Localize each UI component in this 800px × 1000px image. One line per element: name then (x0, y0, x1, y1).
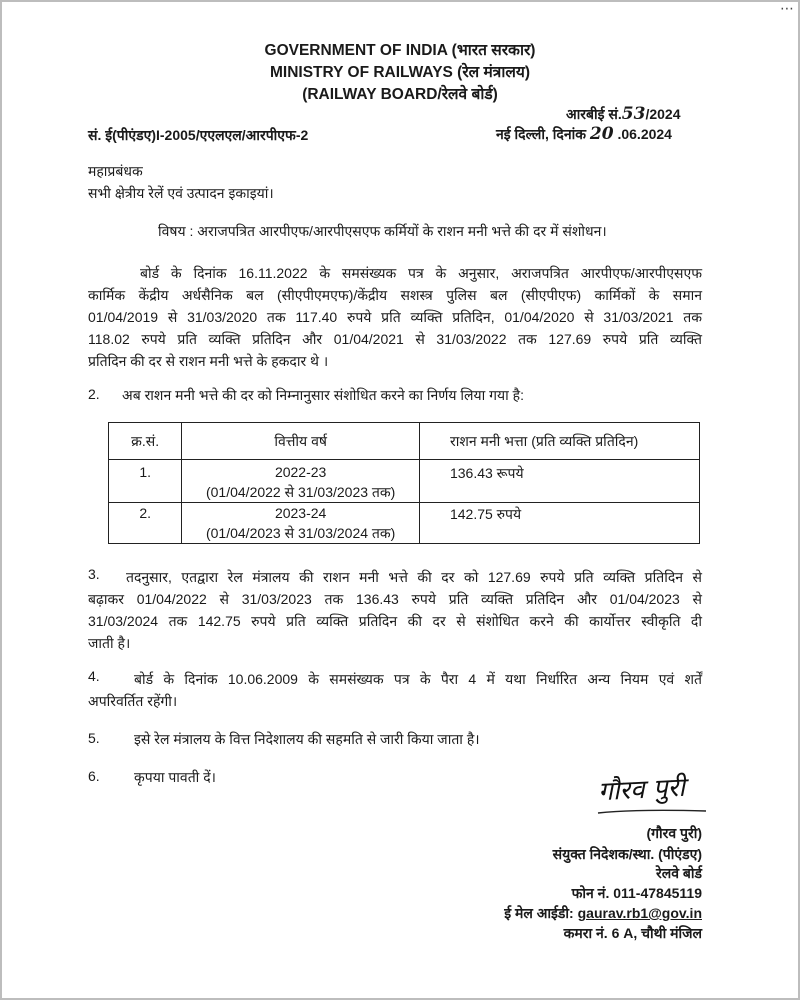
ration-money-table (108, 422, 700, 544)
place-date-prefix: नई दिल्ली, दिनांक (496, 126, 587, 142)
para1-line: 118.02 रुपये प्रति व्यक्ति प्रतिदिन और 01/04/2021 से 31/03/2022 तक 127.69 रुपये प्रति व्यक्ति (88, 331, 702, 347)
row-amount: 136.43 रूपये (419, 460, 699, 503)
para1-line: प्रतिदिन की दर से राशन मनी भत्ते के हकदार थे । (88, 353, 329, 369)
header-board: (RAILWAY BOARD/रेलवे बोर्ड) (302, 86, 498, 103)
signatory-email (504, 904, 702, 923)
email-label: ई मेल आईडी: (504, 905, 574, 921)
header-government: GOVERNMENT OF INDIA (भारत सरकार) (264, 42, 536, 59)
signatory-designation: संयुक्त निदेशक/स्था. (पीएंडए) (552, 846, 702, 862)
signatory-organisation: रेलवे बोर्ड (655, 865, 702, 881)
row-year-label: 2022-23 (274, 464, 327, 480)
email-link[interactable]: gaurav.rb1@gov.in (577, 905, 702, 921)
handwritten-signature: गौरव पुरी (597, 772, 686, 808)
para2-text: अब राशन मनी भत्ते की दर को निम्नानुसार संशोधित करने का निर्णय लिया गया है: (122, 387, 524, 403)
para1-line: बोर्ड के दिनांक 16.11.2022 के समसंख्यक पत्र के अनुसार, अराजपत्रित आरपीएफ/आरपीएसएफ (140, 265, 702, 281)
row-serial: 1. (109, 460, 182, 503)
para6-number: 6. (88, 768, 100, 784)
para3-line: जाती है। (88, 635, 131, 651)
para3-line: बढ़ाकर 01/04/2022 से 31/03/2023 तक 136.43 रुपये प्रति व्यक्ति प्रतिदिन और 01/04/2023 से (88, 591, 702, 607)
ellipsis-icon[interactable]: ⋯ (780, 0, 794, 16)
para1-line: 01/04/2019 से 31/03/2020 तक 117.40 रुपये प्रति व्यक्ति प्रतिदिन, 01/04/2020 से 31/03/2021 तक (88, 309, 702, 325)
signatory-name: (गौरव पुरी) (646, 825, 702, 841)
para3-line: 31/03/2024 तक 142.75 रुपये प्रति व्यक्ति प्रतिदिन की दर से संशोधित करने की कार्योत्तर स्वीकृति दी (88, 613, 702, 629)
row-serial: 2. (109, 503, 182, 544)
header-serial: क्र.सं. (109, 423, 182, 460)
paragraph-4 (88, 668, 702, 712)
para4-line: बोर्ड के दिनांक 10.06.2009 के समसंख्यक पत्र के पैरा 4 में यथा निर्धारित अन्य नियम एवं शर्तें (134, 671, 702, 687)
place-date (496, 124, 672, 144)
table-row (109, 460, 700, 503)
para3-line: तदनुसार, एतद्वारा रेल मंत्रालय की राशन मनी भत्ते की दर को 127.69 रुपये प्रति व्यक्ति प्रतिदिन से (126, 569, 702, 585)
paragraph-3 (88, 566, 702, 654)
signatory-room: कमरा नं. 6 A, चौथी मंजिल (563, 925, 702, 941)
para6-text: कृपया पावती दें। (134, 769, 216, 785)
para5-text: इसे रेल मंत्रालय के वित्त निदेशालय की सहमति से जारी किया जाता है। (134, 731, 480, 747)
rbe-suffix: /2024 (645, 106, 681, 122)
row-year-label: 2023-24 (274, 505, 327, 521)
rbe-number (566, 104, 681, 124)
addressee-title: महाप्रबंधक (88, 163, 143, 179)
row-year (182, 503, 420, 544)
table-header-row (109, 423, 700, 460)
para1-line: कार्मिक केंद्रीय अर्धसैनिक बल (सीएपीएमएफ)/केंद्रीय सशस्त्र पुलिस बल (सीएपीएफ) कार्मिकों के समान (88, 287, 702, 303)
header-financial-year: वित्तीय वर्ष (182, 423, 420, 460)
header-allowance: राशन मनी भत्ता (प्रति व्यक्ति प्रतिदिन) (419, 423, 699, 460)
para5-number: 5. (88, 730, 100, 746)
row-year-period: (01/04/2022 से 31/03/2023 तक) (205, 484, 396, 500)
para3-number: 3. (88, 566, 100, 582)
rbe-prefix: आरबीई सं. (566, 106, 622, 122)
signatory-phone: फोन नं. 011-47845119 (571, 885, 702, 901)
para4-number: 4. (88, 668, 100, 684)
row-amount: 142.75 रुपये (419, 503, 699, 544)
para4-line: अपरिवर्तित रहेंगी। (88, 693, 178, 709)
row-year-period: (01/04/2023 से 31/03/2024 तक) (205, 525, 396, 541)
table-row (109, 503, 700, 544)
subject-line: विषय : अराजपत्रित आरपीएफ/आरपीएसएफ कर्मियों के राशन मनी भत्ते की दर में संशोधन। (158, 223, 607, 239)
date-suffix: .06.2024 (617, 126, 672, 142)
file-number: सं. ई(पीएंडए)I-2005/एएलएल/आरपीएफ-2 (88, 127, 309, 143)
signature-underline (596, 808, 708, 816)
header-ministry: MINISTRY OF RAILWAYS (रेल मंत्रालय) (270, 64, 530, 81)
row-year (182, 460, 420, 503)
para2-number: 2. (88, 386, 100, 402)
paragraph-1 (88, 262, 702, 372)
addressee-units: सभी क्षेत्रीय रेलें एवं उत्पादन इकाइयां। (88, 185, 274, 201)
rbe-handwritten-number: 53 (621, 104, 646, 124)
date-handwritten-day: 20 (589, 124, 614, 144)
